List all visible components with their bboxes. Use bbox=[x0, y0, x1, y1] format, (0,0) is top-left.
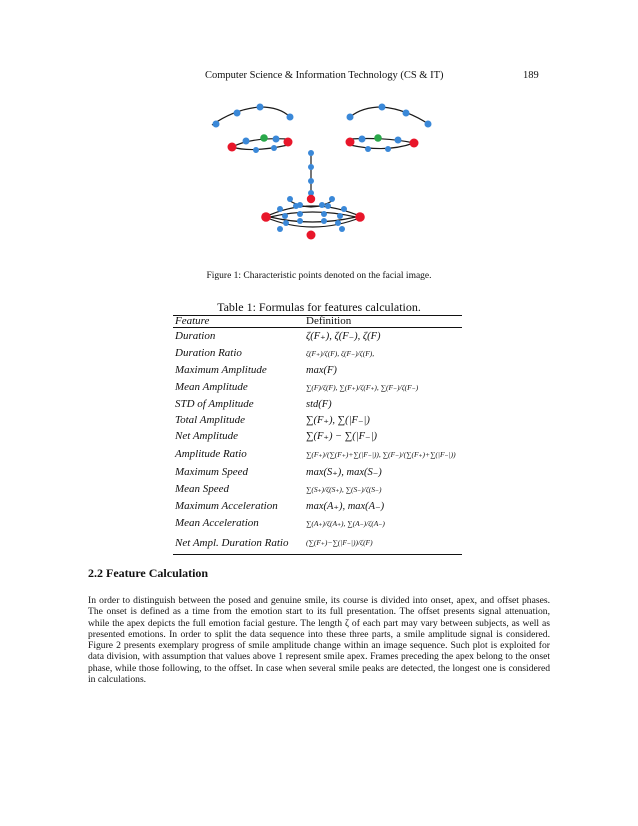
table-row bbox=[173, 413, 462, 429]
table-row bbox=[173, 481, 462, 499]
feature-definition: ∑(S₊)/ζ(S₊), ∑(S₋)/ζ(S₋) bbox=[306, 484, 382, 494]
blue-points bbox=[213, 104, 432, 233]
table-row bbox=[173, 515, 462, 533]
feature-definition: ∑(F)/ζ(F), ∑(F₊)/ζ(F₊), ∑(F₋)/ζ(F₋) bbox=[306, 382, 419, 392]
feature-name: STD of Amplitude bbox=[175, 398, 254, 410]
table-title: Table 1: Formulas for features calculation. bbox=[217, 300, 421, 314]
face-lines bbox=[212, 107, 430, 227]
feature-name: Maximum Acceleration bbox=[175, 500, 278, 512]
feature-definition: (∑(F₊)−∑(|F₋|))/ζ(F) bbox=[306, 538, 373, 548]
header-feature: Feature bbox=[175, 315, 210, 327]
table-row bbox=[173, 429, 462, 445]
feature-definition: max(S₊), max(S₋) bbox=[306, 467, 382, 478]
feature-definition: ζ(F₊)/ζ(F), ζ(F₋)/ζ(F), bbox=[306, 348, 375, 358]
feature-definition: ∑(A₊)/ζ(A₊), ∑(A₋)/ζ(A₋) bbox=[306, 518, 385, 528]
feature-definition: ∑(F₊)/(∑(F₊)+∑(|F₋|)), ∑(F₋)/(∑(F₊)+∑(|F₋|)) bbox=[306, 449, 456, 459]
feature-name: Net Ampl. Duration Ratio bbox=[175, 536, 289, 549]
feature-name: Amplitude Ratio bbox=[175, 448, 247, 460]
feature-name: Net Amplitude bbox=[175, 430, 239, 442]
feature-definition: max(A₊), max(A₋) bbox=[306, 501, 385, 512]
feature-definition: ∑(F₊) − ∑(|F₋|) bbox=[306, 431, 377, 442]
table-row bbox=[173, 465, 462, 481]
header-definition: Definition bbox=[306, 315, 352, 327]
feature-definition: ∑(F₊), ∑(|F₋|) bbox=[306, 415, 370, 426]
formulas-table bbox=[173, 315, 462, 555]
feature-name: Maximum Speed bbox=[175, 466, 249, 478]
running-title: Computer Science & Information Technology (CS & IT) bbox=[205, 70, 444, 81]
feature-name: Mean Acceleration bbox=[175, 517, 259, 529]
feature-name: Maximum Amplitude bbox=[175, 364, 267, 376]
feature-definition: std(F) bbox=[306, 399, 332, 410]
table-row bbox=[173, 533, 462, 555]
body-paragraph: In order to distinguish between the posed and genuine smile, its course is divided into onset, apex, and offset phases. The onset is defined as a time from the emotion start to its full presentation. The offset presents signal attenuation, while the apex depicts the full emotion facial gesture. The length ζ of each part may vary between subjects, as well as presented emotions. In order to split the data sequence into these three parts, a smile amplitude signal is considered. Figure 2 presents exemplary progress of smile amplitude change within an image sequence. Such plot is exploited for data division, with assumption that values above 1 represent smile apex. Frames preceding the apex belong to the onset phase, while those following, to the offset. In case when several smile peaks are detected, the longest one is considered in calculations. bbox=[88, 595, 550, 686]
feature-name: Duration Ratio bbox=[175, 347, 242, 359]
feature-definition: max(F) bbox=[306, 365, 337, 376]
feature-name: Mean Amplitude bbox=[175, 381, 248, 393]
table-header-row bbox=[173, 316, 462, 328]
figure-caption: Figure 1: Characteristic points denoted on the facial image. bbox=[206, 271, 432, 281]
feature-name: Duration bbox=[175, 329, 216, 342]
table-row bbox=[173, 345, 462, 363]
table-row bbox=[173, 328, 462, 345]
facial-points-figure bbox=[190, 95, 460, 265]
page-number: 189 bbox=[523, 70, 539, 81]
table-row bbox=[173, 499, 462, 515]
table-row bbox=[173, 445, 462, 465]
feature-name: Total Amplitude bbox=[175, 414, 245, 426]
feature-name: Mean Speed bbox=[175, 483, 230, 495]
feature-definition: ζ(F₊), ζ(F₋), ζ(F) bbox=[306, 330, 381, 342]
table-row bbox=[173, 397, 462, 413]
table-row bbox=[173, 379, 462, 397]
table-row bbox=[173, 363, 462, 379]
section-heading: 2.2 Feature Calculation bbox=[88, 566, 209, 580]
